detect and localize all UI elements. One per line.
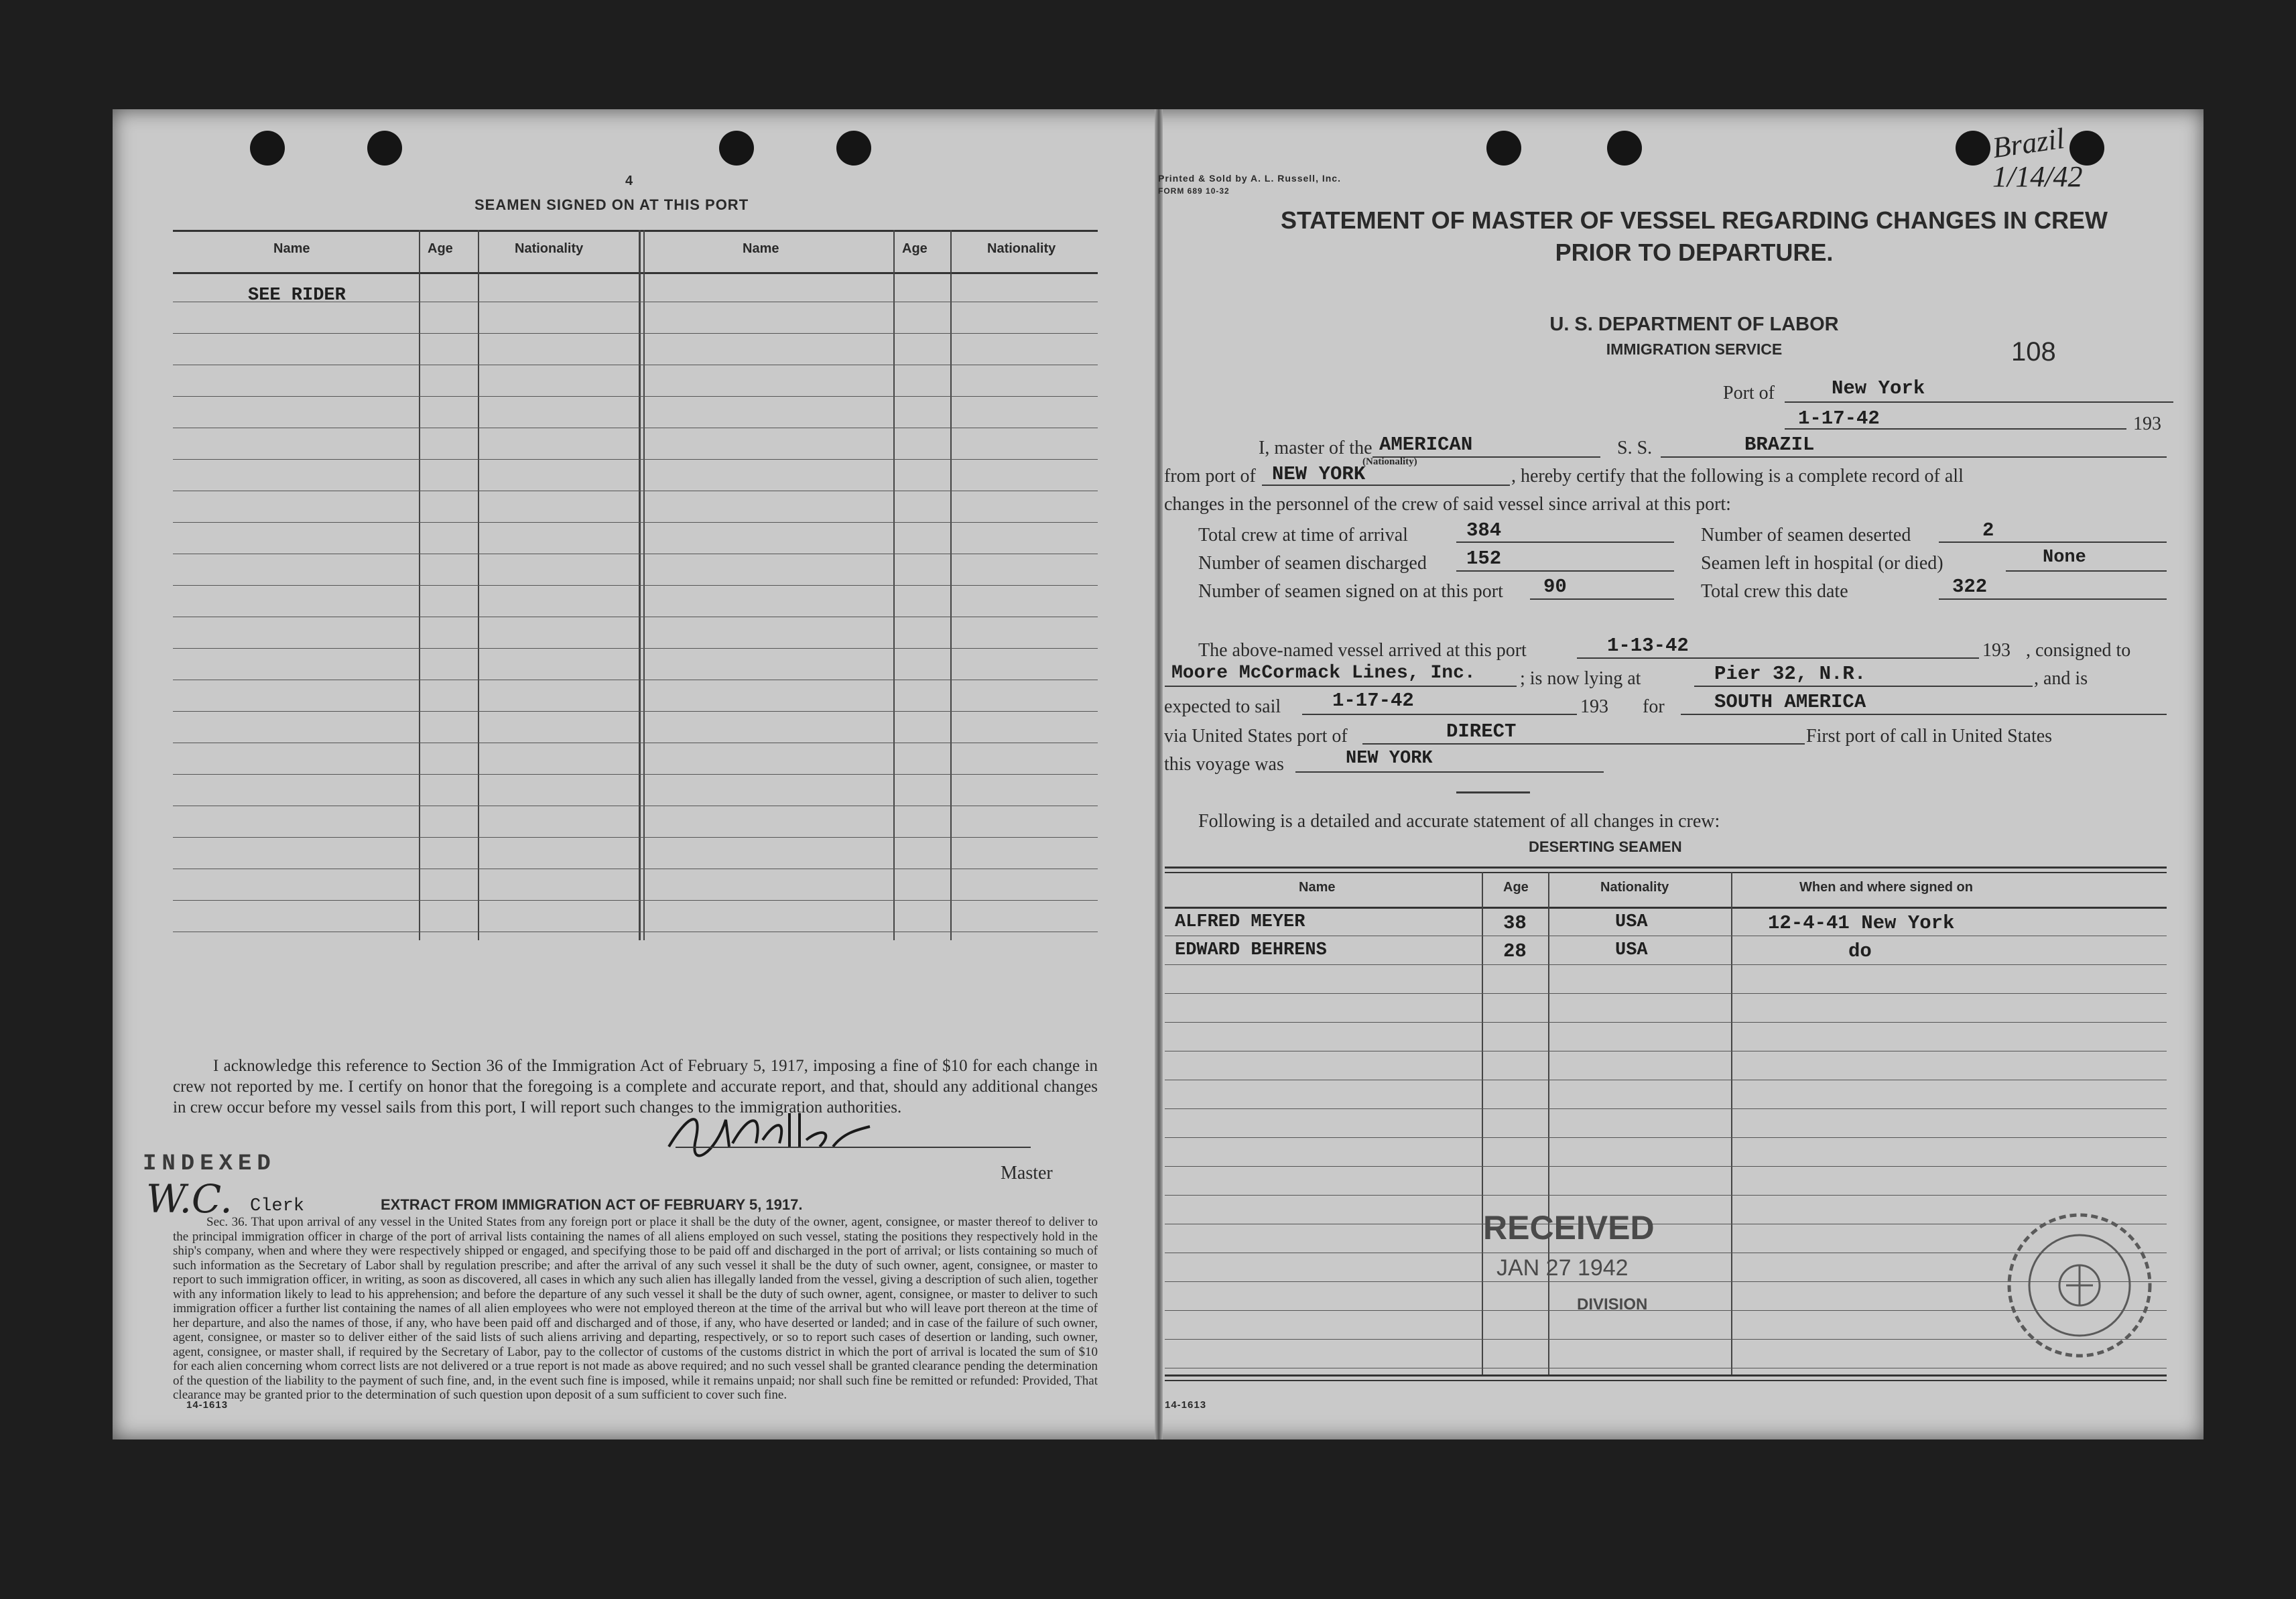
form-code: 14-1613 — [186, 1399, 229, 1411]
deserter-nationality: USA — [1615, 912, 1648, 932]
sail-label: expected to sail — [1164, 696, 1281, 717]
left-page — [113, 109, 1158, 1440]
table-row — [173, 333, 1098, 334]
received-stamp: RECEIVED — [1483, 1209, 1655, 1246]
document-number: 108 — [2011, 337, 2056, 367]
via-port-value: DIRECT — [1446, 720, 1517, 743]
received-date-stamp: JAN 27 1942 — [1496, 1255, 1629, 1281]
table-row-entry: SEE RIDER — [248, 285, 346, 306]
column-header: When and where signed on — [1799, 880, 1973, 895]
from-port-value: NEW YORK — [1272, 463, 1366, 485]
division-stamp: DIVISION — [1577, 1295, 1648, 1314]
table-row — [1165, 1022, 2167, 1023]
following-text: Following is a detailed and accurate statement of all changes in crew: — [1198, 811, 1720, 832]
from-port-label: from port of — [1164, 466, 1256, 487]
deserter-age: 38 — [1503, 912, 1527, 934]
table-row — [1165, 964, 2167, 965]
deserter-signed-on: do — [1848, 940, 1872, 962]
department: U. S. DEPARTMENT OF LABOR — [1549, 314, 1839, 335]
document-sheet — [113, 109, 2204, 1440]
punch-hole — [367, 131, 402, 166]
form-title: STATEMENT OF MASTER OF VESSEL REGARDING CHANGES IN CREW — [1280, 206, 2108, 234]
deserter-name: ALFRED MEYER — [1175, 912, 1305, 932]
year-suffix: 193 — [2133, 413, 2161, 434]
table-row — [173, 900, 1098, 901]
hospital-value: None — [2043, 548, 2086, 568]
signed-on-label: Number of seamen signed on at this port — [1198, 581, 1503, 602]
right-page — [1158, 109, 2204, 1440]
indexed-stamp: INDEXED — [143, 1151, 276, 1177]
ss-label: S. S. — [1617, 438, 1653, 458]
arrival-date: 1-13-42 — [1607, 635, 1689, 657]
column-header: Nationality — [1600, 880, 1669, 895]
master-of-label: I, master of the — [1259, 438, 1373, 458]
punch-hole — [1956, 131, 1990, 166]
punch-hole — [836, 131, 871, 166]
form-number: FORM 689 10-32 — [1158, 186, 1230, 196]
service: IMMIGRATION SERVICE — [1606, 340, 1783, 358]
table-row — [1165, 993, 2167, 994]
table-row — [173, 396, 1098, 397]
changes-text: changes in the personnel of the crew of said vessel since arrival at this port: — [1164, 494, 1731, 515]
table-row — [173, 837, 1098, 838]
punch-hole — [250, 131, 285, 166]
sail-year-suffix: 193 — [1580, 696, 1608, 717]
consigned-label: , consigned to — [2026, 640, 2131, 661]
form-subtitle: PRIOR TO DEPARTURE. — [1555, 239, 1834, 266]
page-number: 4 — [625, 174, 634, 188]
first-port-value: NEW YORK — [1346, 749, 1433, 769]
column-header: Age — [1503, 880, 1529, 895]
form-code: 14-1613 — [1165, 1399, 1207, 1411]
discharged-value: 152 — [1466, 548, 1502, 570]
extract-title: EXTRACT FROM IMMIGRATION ACT OF FEBRUARY 5, 1917. — [381, 1196, 803, 1213]
table-header — [173, 230, 1098, 274]
table-row — [173, 648, 1098, 649]
circular-seal — [2002, 1208, 2157, 1366]
discharged-label: Number of seamen discharged — [1198, 553, 1427, 574]
extract-text: Sec. 36. That upon arrival of any vessel in the United States from any foreign port or place it shall be the duty of the owner, agent, consignee, or master thereof to deliver to the principal immigration officer in charge of the port of arrival lists containing the names of all aliens employed on such vessel, stating the positions they respectively hold in the ship's company, when and where they were respectively shipped or engaged, and specifying those to be paid off and discharged in the port of arrival; or lists containing so much of such information as the Secretary of Labor shall by regulation prescribe; and after the arrival of any such vessel it shall be the duty of such owner, agent, consignee, or master to report to such immigration officer, in writing, as soon as discovered, all cases in which any such alien has illegally landed from the vessel, giving a description of such alien, together with any information likely to lead to his apprehension; and before the departure of any such vessel it shall be the duty of such owner, agent, consignee, or master to deliver to such immigration officer a further list containing the names of all alien employees who were not employed thereon at the time of the arrival but who will leave port thereon at the time of her departure, and also the names of those, if any, who have been paid off and discharged and of those, if any, who have deserted or landed; and in case of the failure of such owner, agent, consignee, or master so to deliver either of the said lists of such aliens arriving and departing, respectively, or so to report such cases of desertion or landing, such owner, agent, consignee, or master shall, if required by the Secretary of Labor, pay to the collector of customs of the customs district in which the port of arrival is located the sum of $10 for each alien concerning whom correct lists are not delivered or a true report is not made as above required; and no such vessel shall be granted clearance pending the determination of the question of the liability to the payment of such fine, and, in the event such fine is imposed, while it remains unpaid; nor shall such fine be remitted or refunded: Provided, That clearance may be granted prior to the determination of such question upon deposit of a sum sufficient to cover such fine. — [173, 1215, 1098, 1402]
ship-name: BRAZIL — [1744, 434, 1815, 456]
arrival-year-suffix: 193 — [1982, 640, 2011, 661]
column-header: Age — [902, 241, 928, 256]
port-of-label: Port of — [1723, 383, 1775, 403]
deserted-value: 2 — [1982, 519, 1994, 541]
total-crew-date-value: 322 — [1952, 576, 1988, 598]
column-header: Nationality — [515, 241, 584, 256]
consignee-value: Moore McCormack Lines, Inc. — [1171, 663, 1476, 684]
destination-value: SOUTH AMERICA — [1714, 691, 1866, 713]
deserter-signed-on: 12-4-41 New York — [1768, 912, 1955, 934]
lying-label: ; is now lying at — [1520, 668, 1641, 689]
column-header: Nationality — [987, 241, 1056, 256]
for-label: for — [1643, 696, 1665, 717]
table-row — [1165, 1137, 2167, 1138]
clerk-initials: W.C. — [146, 1176, 233, 1222]
total-crew-arrival-value: 384 — [1466, 519, 1502, 541]
section-title: SEAMEN SIGNED ON AT THIS PORT — [474, 196, 749, 213]
table-row — [173, 459, 1098, 460]
vessel-nationality: AMERICAN — [1379, 434, 1473, 456]
handwritten-note: Brazil — [1990, 121, 2067, 165]
deserted-label: Number of seamen deserted — [1701, 525, 1911, 546]
master-label: Master — [1001, 1163, 1053, 1184]
date-value: 1-17-42 — [1798, 407, 1880, 430]
first-port-label: First port of call in United States — [1806, 726, 2053, 747]
hospital-label: Seamen left in hospital (or died) — [1701, 553, 1943, 574]
table-row — [173, 522, 1098, 523]
column-header: Name — [743, 241, 779, 256]
arrival-label: The above-named vessel arrived at this port — [1198, 640, 1527, 661]
clerk-label: Clerk — [250, 1196, 305, 1216]
punch-hole — [1486, 131, 1521, 166]
table-row — [1165, 1108, 2167, 1109]
table-row — [173, 585, 1098, 586]
punch-hole — [1607, 131, 1642, 166]
deserter-age: 28 — [1503, 940, 1527, 962]
total-crew-date-label: Total crew this date — [1701, 581, 1848, 602]
signed-on-value: 90 — [1543, 576, 1567, 598]
acknowledgment-text: I acknowledge this reference to Section 36 of the Immigration Act of February 5, 1917, imposing a fine of $10 for each change in crew not reported by me. I certify on honor that the foregoing is a complete and accurate report, and that, should any additional changes in crew occur before my vessel sails from this port, I will report such changes to the immigration authorities. — [173, 1057, 1098, 1116]
seamen-signed-on-table — [173, 230, 1098, 1047]
handwritten-date: 1/14/42 — [1992, 160, 2083, 193]
total-crew-arrival-label: Total crew at time of arrival — [1198, 525, 1408, 546]
port-of-value: New York — [1832, 377, 1925, 399]
and-is-label: , and is — [2034, 668, 2088, 689]
punch-hole — [719, 131, 754, 166]
printer-text: Printed & Sold by A. L. Russell, Inc. — [1158, 173, 1341, 184]
nationality-caption: (Nationality) — [1362, 456, 1417, 467]
table-row — [1165, 1195, 2167, 1196]
deserter-name: EDWARD BEHRENS — [1175, 940, 1327, 960]
voyage-label: this voyage was — [1164, 754, 1284, 775]
deserting-title: DESERTING SEAMEN — [1529, 838, 1682, 855]
deserter-nationality: USA — [1615, 940, 1648, 960]
table-row — [173, 711, 1098, 712]
column-header: Name — [1299, 880, 1336, 895]
sail-date: 1-17-42 — [1332, 690, 1414, 712]
master-signature — [662, 1106, 877, 1163]
pier-value: Pier 32, N.R. — [1714, 663, 1866, 685]
certify-text: , hereby certify that the following is a complete record of all — [1511, 466, 1964, 487]
table-row — [1165, 1166, 2167, 1167]
column-header: Name — [273, 241, 310, 256]
table-row — [173, 774, 1098, 775]
via-label: via United States port of — [1164, 726, 1348, 747]
column-header: Age — [428, 241, 453, 256]
